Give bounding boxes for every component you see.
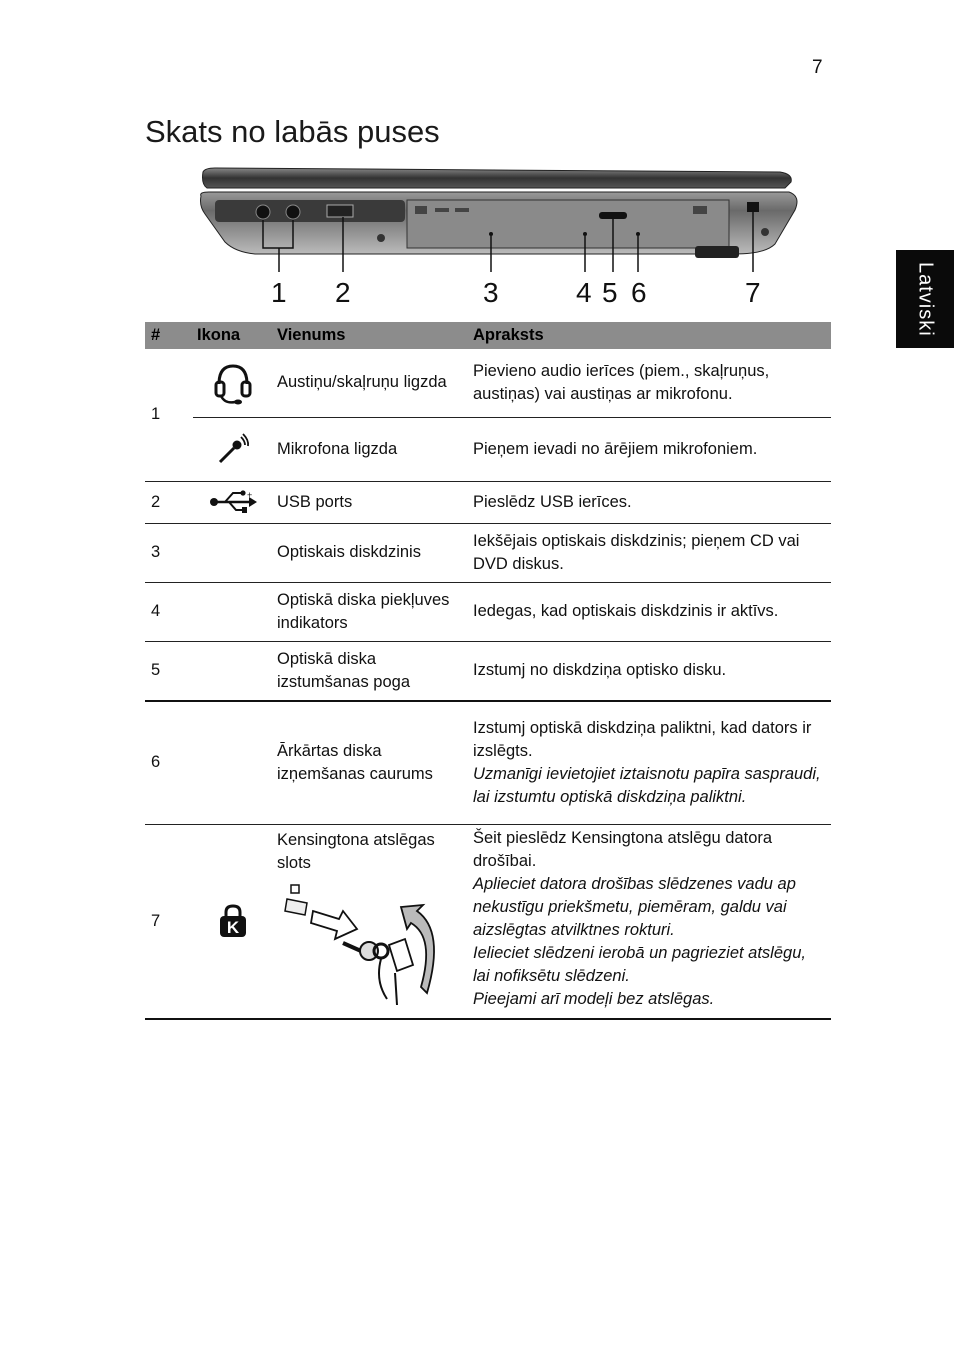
language-tab-label: Latviski (914, 261, 937, 337)
laptop-right-side-illustration (195, 162, 805, 312)
table-row (145, 523, 831, 582)
svg-text:K: K (226, 918, 240, 938)
item-description: Pievieno audio ierīces (piem., skaļruņus, austiņas) vai austiņas ar mikrofonu. (469, 349, 831, 417)
row-number: 5 (145, 641, 193, 701)
table-row (145, 641, 831, 701)
callout-4: 4 (576, 277, 592, 308)
language-tab (896, 250, 954, 348)
header-item: Vienums (273, 322, 469, 349)
callout-2: 2 (335, 277, 351, 308)
item-label: Mikrofona ligzda (273, 417, 469, 481)
row-number: 1 (145, 349, 193, 481)
table-row (145, 349, 831, 417)
item-description: Pieslēdz USB ierīces. (469, 481, 831, 523)
ports-table (145, 322, 831, 1020)
header-desc: Apraksts (469, 322, 831, 349)
callout-1: 1 (271, 277, 287, 308)
row-number: 3 (145, 523, 193, 582)
kensington-lock-illustration (277, 881, 447, 1009)
callout-5: 5 (602, 277, 618, 308)
table-row (145, 825, 831, 1019)
item-label: Ārkārtas diska izņemšanas caurums (273, 701, 469, 825)
row-number: 4 (145, 582, 193, 641)
description-note: Pieejami arī modeļi bez atslēgas. (473, 990, 715, 1008)
item-description: Iekšējais optiskais diskdzinis; pieņem CD vai DVD diskus. (469, 523, 831, 582)
table-row (145, 481, 831, 523)
item-label: Austiņu/skaļruņu ligzda (273, 349, 469, 417)
headset-icon (193, 349, 273, 417)
callout-3: 3 (483, 277, 499, 308)
item-label: USB ports (273, 481, 469, 523)
item-description (469, 825, 831, 1019)
header-num: # (145, 322, 193, 349)
svg-text:+: + (247, 490, 253, 500)
table-row (145, 701, 831, 825)
page-title: Skats no labās puses (145, 114, 440, 149)
description-note: Uzmanīgi ievietojiet iztaisnotu papīra saspraudi, lai izstumtu optiskā diskdziņa paliktni. (473, 764, 821, 806)
row-number: 2 (145, 481, 193, 523)
microphone-icon (193, 417, 273, 481)
item-label: Optiskā diska piekļuves indikators (273, 582, 469, 641)
item-description: Iedegas, kad optiskais diskdzinis ir aktīvs. (469, 582, 831, 641)
usb-icon (193, 481, 273, 523)
item-label: Kensingtona atslēgas slots (277, 831, 435, 872)
callout-7: 7 (745, 277, 761, 308)
item-description (469, 701, 831, 825)
header-icon: Ikona (193, 322, 273, 349)
page-number: 7 (812, 57, 823, 78)
description-text: Šeit pieslēdz Kensingtona atslēgu datora drošībai. (473, 829, 773, 870)
table-row (145, 417, 831, 481)
description-note: Ielieciet slēdzeni ierobā un pagrieziet atslēgu, lai nofiksētu slēdzeni. (473, 944, 806, 985)
item-description: Izstumj no diskdziņa optisko disku. (469, 641, 831, 701)
item-label: Optiskā diska izstumšanas poga (273, 641, 469, 701)
table-header-row (145, 322, 831, 349)
description-note: Aplieciet datora drošības slēdzenes vadu ap nekustīgu priekšmetu, piemēram, galdu vai aizslēgtas atvilktnes rokturi. (473, 875, 796, 939)
row-number: 7 (145, 825, 193, 1019)
item-label: Optiskais diskdzinis (273, 523, 469, 582)
row-number: 6 (145, 701, 193, 825)
kensington-lock-icon (193, 825, 273, 1019)
description-text: Izstumj optiskā diskdziņa paliktni, kad dators ir izslēgts. (473, 718, 812, 760)
item-description: Pieņem ievadi no ārējiem mikrofoniem. (469, 417, 831, 481)
callout-6: 6 (631, 277, 647, 308)
table-row (145, 582, 831, 641)
